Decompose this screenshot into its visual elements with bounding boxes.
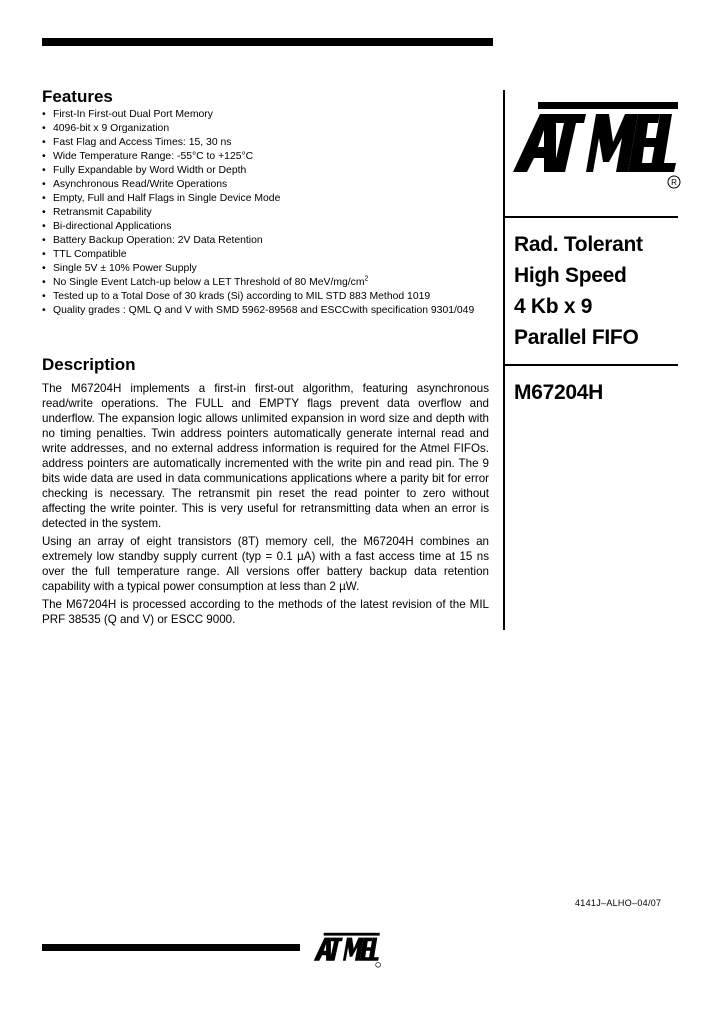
description-paragraph: The M67204H is processed according to the methods of the latest revision of the MIL PRF 38535 (Q and V) or ESCC 9000. [42, 598, 489, 626]
feature-item: • TTL Compatible [42, 248, 492, 262]
feature-item: • Quality grades : QML Q and V with SMD 5962-89568 and ESCCwith specification 9301/049 [42, 304, 492, 318]
feature-item: • Battery Backup Operation: 2V Data Retention [42, 234, 492, 248]
feature-item: • Single 5V ± 10% Power Supply [42, 262, 492, 276]
title-line: 4 Kb x 9 [514, 295, 593, 318]
feature-item: • Fully Expandable by Word Width or Depth [42, 164, 492, 178]
registered-mark: R [671, 178, 677, 187]
feature-item: • Bi-directional Applications [42, 220, 492, 234]
description-body [42, 381, 489, 630]
part-number: M67204H [514, 381, 603, 404]
top-rule [42, 38, 493, 46]
bottom-rule [42, 944, 300, 951]
description-paragraph: Using an array of eight transistors (8T) memory cell, the M67204H combines an extremely low standby supply current (typ = 0.1 µA) with a fast access time at 15 ns over the full temperature range. All versions offer battery backup data retention capability with a typical power consumption at less than 2 µW. [42, 535, 489, 593]
product-title [514, 229, 643, 353]
feature-item: • First-In First-out Dual Port Memory [42, 108, 492, 122]
atmel-logo-small [310, 932, 385, 970]
title-line: High Speed [514, 264, 627, 287]
feature-item: • 4096-bit x 9 Organization [42, 122, 492, 136]
let-superscript: 2 [364, 275, 369, 283]
feature-item: • Tested up to a Total Dose of 30 krads (Si) according to MIL STD 883 Method 1019 [42, 290, 492, 304]
description-paragraph: The M67204H implements a first-in first-out algorithm, featuring asynchronous read/write operations. The FULL and EMPTY flags prevent data overflow and underflow. The expansion logic allows unlimited expansion in word size and depth with no timing penalties. Twin address pointers automatically generate internal read and write addresses, and no external address information is required for the Atmel FIFOs. address pointers are automatically incremented with the write pin and read pin. The 9 bits wide data are used in data communications applications where a parity bit for error checking is necessary. The retransmit pin reset the read pointer to zero without affecting the write pointer. This is very useful for retransmitting data when an error is detected in the system. [42, 382, 489, 530]
atmel-logo-mark [513, 102, 680, 188]
features-list [42, 108, 492, 318]
title-line: Rad. Tolerant [514, 233, 643, 256]
document-reference: 4141J–ALHO–04/07 [575, 898, 662, 908]
atmel-logo [510, 100, 685, 195]
feature-item: • Wide Temperature Range: -55°C to +125°C [42, 150, 492, 164]
sidebar-rule-bottom [505, 364, 678, 366]
sidebar-rule-top [505, 216, 678, 218]
sidebar-divider [503, 90, 505, 630]
feature-item: • Retransmit Capability [42, 206, 492, 220]
title-line: Parallel FIFO [514, 326, 639, 349]
features-heading: Features [42, 87, 113, 106]
let-text: No Single Event Latch-up below a LET Threshold of 80 MeV/mg/cm [53, 277, 365, 288]
feature-item: • Fast Flag and Access Times: 15, 30 ns [42, 136, 492, 150]
feature-item-let [42, 276, 492, 290]
feature-item: • Asynchronous Read/Write Operations [42, 178, 492, 192]
feature-item: • Empty, Full and Half Flags in Single Device Mode [42, 192, 492, 206]
description-heading: Description [42, 355, 136, 374]
